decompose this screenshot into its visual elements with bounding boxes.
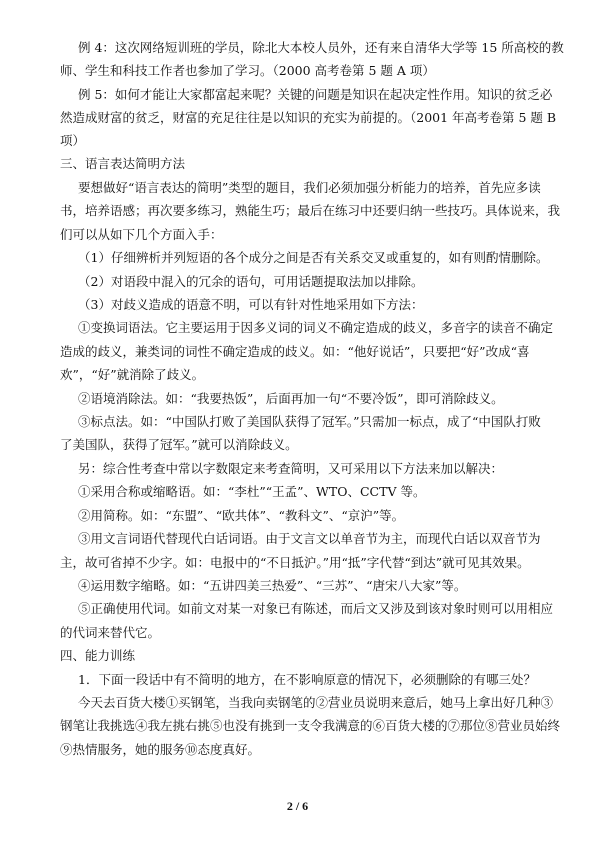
text-line-24: ④运用数字缩略。如：“五讲四美三热爱”、“三苏”、“唐宋八大家”等。 xyxy=(78,578,467,593)
text-line-31: ⑨热情服务，她的服务⑩态度真好。 xyxy=(60,742,261,757)
section-heading-training: 四、能力训练 xyxy=(60,648,136,663)
text-line-11: （2）对语段中混入的冗余的语句，可用话题提取法加以排除。 xyxy=(78,274,424,289)
text-line-2: 师、学生和科技工作者也参加了学习。（2000 高考卷第 5 题 A 项） xyxy=(60,63,435,78)
text-line-4: 然造成财富的贫乏，财富的充足往往是以知识的充实为前提的。（2001 年高考卷第 5 题 B xyxy=(60,110,557,125)
question-1: 1．下面一段话中有不简明的地方，在不影响原意的情况下，必须删除的有哪三处？ xyxy=(78,672,536,687)
text-line-19: 另：综合性考查中常以字数限定来考查简明，又可采用以下方法来加以解决： xyxy=(78,461,504,476)
text-line-9: 们可以从如下几个方面入手： xyxy=(60,227,223,242)
text-line-1: 例 4：这次网络短训班的学员，除北大本校人员外，还有来自清华大学等 15 所高校的教 xyxy=(78,40,564,55)
section-heading-methods: 三、语言表达简明方法 xyxy=(60,156,186,171)
text-line-3: 例 5：如何才能让大家都富起来呢？关键的问题是知识在起决定性作用。知识的贫乏必 xyxy=(78,87,553,102)
page-number: 2 / 6 xyxy=(286,799,309,813)
text-line-25: ⑤正确使用代词。如前文对某一对象已有陈述，而后文又涉及到该对象时则可以用相应 xyxy=(78,601,554,616)
text-line-21: ②用简称。如：“东盟”、“欧共体”、“教科文”、“京沪”等。 xyxy=(78,508,405,523)
text-line-29: 今天去百货大楼①买钢笔，当我向卖钢笔的②营业员说明来意后，她马上拿出好几种③ xyxy=(78,695,554,710)
text-line-15: 欢”，“好”就消除了歧义。 xyxy=(60,367,205,382)
text-line-18: 了美国队，获得了冠军。”就可以消除歧义。 xyxy=(60,437,298,452)
text-line-17: ③标点法。如：“中国队打败了美国队获得了冠军。”只需加一标点，成了“中国队打败 xyxy=(78,414,541,429)
text-line-12: （3）对歧义造成的语意不明，可以有针对性地采用如下方法： xyxy=(78,297,424,312)
text-line-10: （1）仔细辨析并列短语的各个成分之间是否有关系交叉或重复的，如有则酌情删除。 xyxy=(78,250,549,265)
text-line-26: 的代词来替代它。 xyxy=(60,625,161,640)
text-line-13: ①变换词语法。它主要运用于因多义词的词义不确定造成的歧义，多音字的读音不确定 xyxy=(78,320,554,335)
text-line-7: 要想做好“语言表达的简明”类型的题目，我们必须加强分析能力的培养，首先应多读 xyxy=(78,180,541,195)
text-line-14: 造成的歧义，兼类词的词性不确定造成的歧义。如：“他好说话”，只要把“好”改成“喜 xyxy=(60,344,530,359)
text-line-22: ③用文言词语代替现代白话词语。由于文言文以单音节为主，而现代白话以双音节为 xyxy=(78,531,541,546)
text-line-20: ①采用合称或缩略语。如：“李杜”“王孟”、WTO、CCTV 等。 xyxy=(78,484,426,499)
text-line-30: 钢笔让我挑选④我左挑右挑⑤也没有挑到一支令我满意的⑥百货大楼的⑦那位⑧营业员始终 xyxy=(60,718,561,733)
text-line-16: ②语境消除法。如：“我要热饭”，后面再加一句“不要冷饭”，即可消除歧义。 xyxy=(78,391,504,406)
text-line-5: 项） xyxy=(60,133,86,148)
text-line-8: 书，培养语感；再次要多练习，熟能生巧；最后在练习中还要归纳一些技巧。具体说来，我 xyxy=(60,203,561,218)
text-line-23: 主，故可省掉不少字。如：电报中的“不日抵沪。”用“抵”字代替“到达”就可见其效果。 xyxy=(60,555,530,570)
